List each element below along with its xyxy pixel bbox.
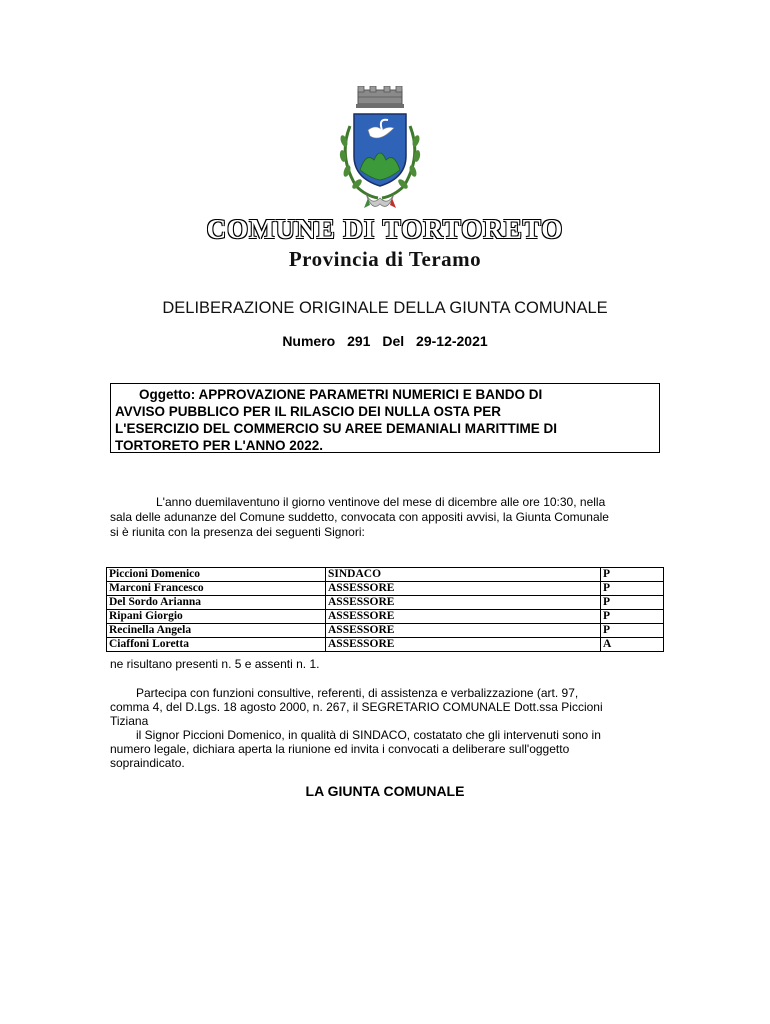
member-role: ASSESSORE <box>326 596 601 610</box>
presenze-summary: ne risultano presenti n. 5 e assenti n. 1. <box>110 657 320 671</box>
oggetto-label: Oggetto: <box>139 387 196 402</box>
member-row <box>107 624 664 638</box>
intro-line: sala delle adunanze del Comune suddetto, convocata con appositi avvisi, la Giunta Comunale <box>110 510 609 524</box>
sindaco-line: il Signor Piccioni Domenico, in qualità di SINDACO, costatato che gli intervenuti sono in <box>136 728 601 742</box>
members-table <box>106 567 664 652</box>
member-name: Recinella Angela <box>107 624 326 638</box>
member-status: P <box>601 610 664 624</box>
member-status: P <box>601 568 664 582</box>
oggetto-line: APPROVAZIONE PARAMETRI NUMERICI E BANDO DI <box>198 387 543 402</box>
intro-line: L'anno duemilaventuno il giorno ventinove del mese di dicembre alle ore 10:30, nella <box>156 495 606 509</box>
oggetto-line: AVVISO PUBBLICO PER IL RILASCIO DEI NULLA OSTA PER <box>115 404 502 419</box>
member-role: SINDACO <box>326 568 601 582</box>
member-row <box>107 610 664 624</box>
oggetto-line: TORTORETO PER L'ANNO 2022. <box>115 438 324 453</box>
numero-label: Numero <box>282 333 336 349</box>
giunta-heading: LA GIUNTA COMUNALE <box>305 783 465 799</box>
oggetto-box <box>110 383 660 453</box>
partecipa-line: comma 4, del D.Lgs. 18 agosto 2000, n. 267, il SEGRETARIO COMUNALE Dott.ssa Piccioni <box>110 700 603 714</box>
deliberazione-title: DELIBERAZIONE ORIGINALE DELLA GIUNTA COMUNALE <box>162 299 608 317</box>
provincia-subtitle: Provincia di Teramo <box>288 247 482 271</box>
member-row <box>107 582 664 596</box>
member-status: P <box>601 596 664 610</box>
member-role: ASSESSORE <box>326 610 601 624</box>
coat-of-arms-emblem <box>330 86 430 216</box>
member-role: ASSESSORE <box>326 638 601 652</box>
numero-value: 291 <box>347 333 371 349</box>
crown-icon <box>356 86 404 108</box>
member-role: ASSESSORE <box>326 582 601 596</box>
member-name: Ripani Giorgio <box>107 610 326 624</box>
del-label: Del <box>382 333 405 349</box>
sindaco-line: numero legale, dichiara aperta la riunione ed invita i convocati a deliberare sull'oggetto <box>110 742 570 756</box>
member-row <box>107 596 664 610</box>
member-row <box>107 568 664 582</box>
deliberazione-number-line <box>0 333 770 349</box>
sindaco-line: sopraindicato. <box>110 756 185 770</box>
comune-title: COMUNE DI TORTORETO <box>206 214 564 244</box>
member-name: Marconi Francesco <box>107 582 326 596</box>
member-name: Ciaffoni Loretta <box>107 638 326 652</box>
member-name: Piccioni Domenico <box>107 568 326 582</box>
member-row <box>107 638 664 652</box>
member-name: Del Sordo Arianna <box>107 596 326 610</box>
oggetto-line: L'ESERCIZIO DEL COMMERCIO SU AREE DEMANIALI MARITTIME DI <box>115 421 557 436</box>
intro-paragraph <box>110 495 660 540</box>
partecipa-line: Tiziana <box>110 714 149 728</box>
member-status: P <box>601 624 664 638</box>
member-status: A <box>601 638 664 652</box>
data-value: 29-12-2021 <box>416 333 488 349</box>
sindaco-paragraph <box>110 728 660 770</box>
member-status: P <box>601 582 664 596</box>
partecipa-paragraph <box>110 686 660 728</box>
member-role: ASSESSORE <box>326 624 601 638</box>
partecipa-line: Partecipa con funzioni consultive, referenti, di assistenza e verbalizzazione (art. 97, <box>136 686 579 700</box>
intro-line: si è riunita con la presenza dei seguenti Signori: <box>110 525 365 539</box>
